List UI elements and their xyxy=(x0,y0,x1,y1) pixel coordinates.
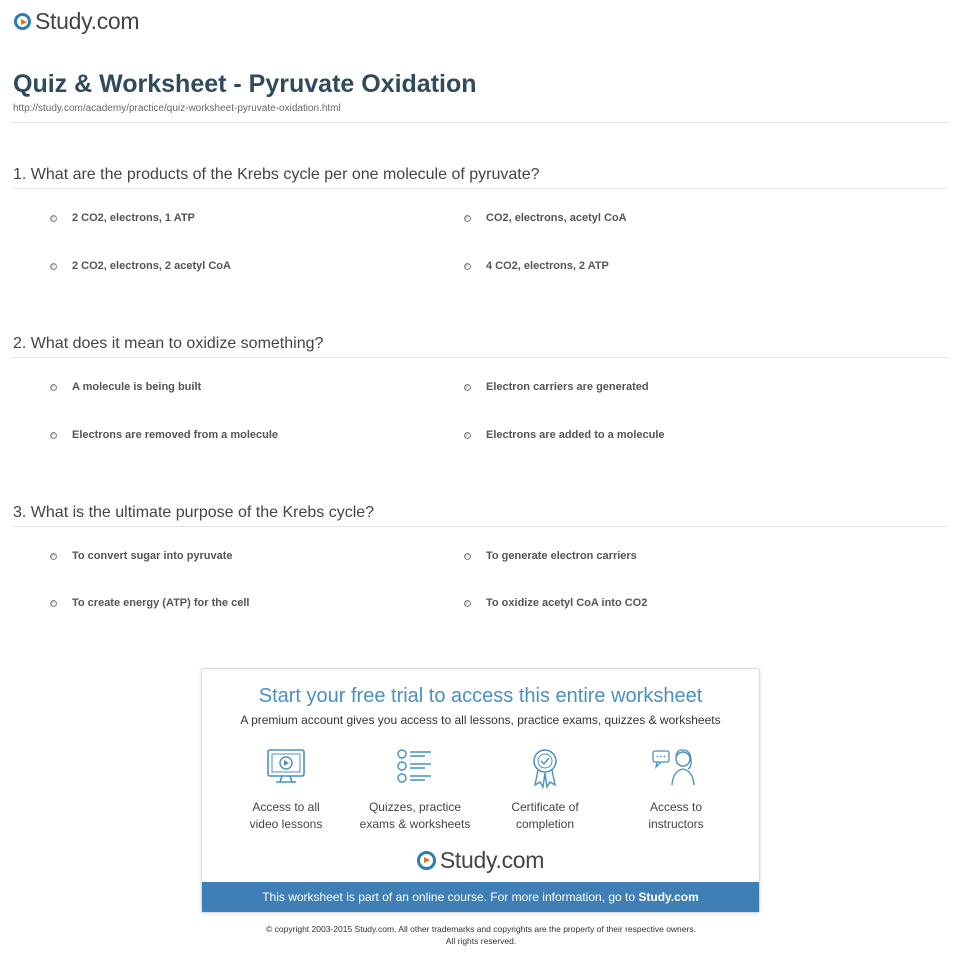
study-logo[interactable] xyxy=(14,8,139,35)
option-3a[interactable] xyxy=(50,550,233,562)
option-1c[interactable] xyxy=(50,260,231,272)
option-label: Electrons are added to a molecule xyxy=(486,429,665,441)
radio-button[interactable] xyxy=(50,384,57,391)
study-logo-icon xyxy=(417,851,436,870)
feature-label: Access to all video lessons xyxy=(249,800,323,831)
copyright-line-2: All rights reserved. xyxy=(445,936,517,946)
feature-label: Certificate of completion xyxy=(511,800,579,831)
option-label: 2 CO2, electrons, 2 acetyl CoA xyxy=(72,260,231,272)
option-1a[interactable] xyxy=(50,212,195,224)
option-label: 4 CO2, electrons, 2 ATP xyxy=(486,260,609,272)
promo-bar-link[interactable]: Study.com xyxy=(638,890,699,904)
instructor-icon xyxy=(650,747,702,789)
question-3: 3. What is the ultimate purpose of the Krebs cycle? xyxy=(13,504,375,521)
feature-video-lessons xyxy=(221,747,351,833)
option-label: To generate electron carriers xyxy=(486,550,637,562)
promo-study-logo[interactable] xyxy=(202,847,759,874)
feature-label: Access to instructors xyxy=(648,800,704,831)
radio-button[interactable] xyxy=(50,263,57,270)
promo-title[interactable]: Start your free trial to access this entire worksheet xyxy=(258,685,703,707)
option-label: To oxidize acetyl CoA into CO2 xyxy=(486,597,648,609)
study-logo-icon xyxy=(14,13,31,30)
feature-label: Quizzes, practice exams & worksheets xyxy=(359,800,471,831)
radio-button[interactable] xyxy=(50,432,57,439)
logo-text: Study.com xyxy=(35,8,140,34)
option-3b[interactable] xyxy=(464,550,637,562)
question-divider xyxy=(12,357,948,358)
radio-button[interactable] xyxy=(464,215,471,222)
option-2c[interactable] xyxy=(50,429,278,441)
copyright-line-1: © copyright 2003-2015 Study.com. All other trademarks and copyrights are the property of their respective owners. xyxy=(266,924,696,934)
option-1d[interactable] xyxy=(464,260,609,272)
page-url[interactable]: http://study.com/academy/practice/quiz-worksheet-pyruvate-oxidation.html xyxy=(13,103,341,114)
video-lesson-icon xyxy=(264,747,308,789)
page-title: Quiz & Worksheet - Pyruvate Oxidation xyxy=(13,70,477,98)
option-2a[interactable] xyxy=(50,381,201,393)
radio-button[interactable] xyxy=(50,600,57,607)
list-icon xyxy=(393,747,437,789)
option-label: Electrons are removed from a molecule xyxy=(72,429,279,441)
question-divider xyxy=(12,526,948,527)
question-divider xyxy=(12,188,948,189)
radio-button[interactable] xyxy=(50,215,57,222)
radio-button[interactable] xyxy=(464,600,471,607)
promo-info-bar[interactable] xyxy=(202,882,759,912)
option-label: To convert sugar into pyruvate xyxy=(72,550,233,562)
radio-button[interactable] xyxy=(464,263,471,270)
option-1b[interactable] xyxy=(464,212,627,224)
radio-button[interactable] xyxy=(464,432,471,439)
promo-bar-text: This worksheet is part of an online course. For more information, go to xyxy=(262,890,639,904)
radio-button[interactable] xyxy=(50,553,57,560)
option-label: A molecule is being built xyxy=(72,381,202,393)
option-3c[interactable] xyxy=(50,597,249,609)
option-2b[interactable] xyxy=(464,381,649,393)
radio-button[interactable] xyxy=(464,384,471,391)
radio-button[interactable] xyxy=(464,553,471,560)
logo-text: Study.com xyxy=(439,847,545,873)
option-label: Electron carriers are generated xyxy=(486,381,649,393)
copyright xyxy=(0,923,962,947)
option-2d[interactable] xyxy=(464,429,665,441)
option-3d[interactable] xyxy=(464,597,647,609)
certificate-icon xyxy=(523,747,567,789)
question-2: 2. What does it mean to oxidize something? xyxy=(13,335,324,352)
header-divider xyxy=(12,122,948,123)
free-trial-promo[interactable] xyxy=(201,668,760,913)
question-1: 1. What are the products of the Krebs cycle per one molecule of pyruvate? xyxy=(13,166,540,183)
feature-quizzes xyxy=(350,747,480,833)
option-label: CO2, electrons, acetyl CoA xyxy=(486,212,627,224)
option-label: To create energy (ATP) for the cell xyxy=(72,597,250,609)
promo-subtitle: A premium account gives you access to all lessons, practice exams, quizzes & worksheets xyxy=(240,713,721,727)
feature-certificate xyxy=(480,747,610,833)
option-label: 2 CO2, electrons, 1 ATP xyxy=(72,212,195,224)
feature-instructors xyxy=(611,747,741,833)
